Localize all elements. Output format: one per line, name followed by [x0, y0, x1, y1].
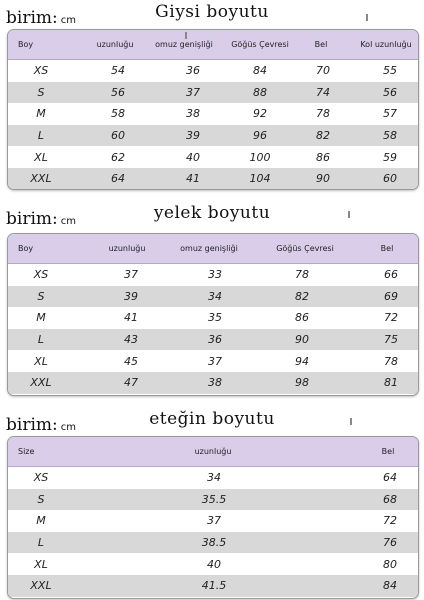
size-cell: XXL	[30, 172, 52, 186]
size-cell: XL	[34, 557, 48, 571]
unit-value: cm	[60, 15, 76, 26]
size-cell: L	[37, 129, 45, 143]
table-row	[8, 553, 418, 575]
value-cell: 90	[316, 172, 330, 186]
column-header: Bel	[314, 40, 328, 49]
table-body	[8, 467, 418, 597]
size-cell: XXL	[30, 579, 52, 593]
value-cell: 68	[383, 492, 397, 506]
tick-mark	[185, 32, 187, 39]
value-cell: 36	[208, 333, 222, 347]
table-row	[8, 125, 418, 147]
vest-size-title: yelek boyutu	[153, 203, 271, 223]
value-cell: 72	[383, 514, 397, 528]
table-row	[8, 60, 418, 82]
table-row	[8, 372, 418, 394]
value-cell: 47	[124, 376, 138, 390]
unit-value: cm	[60, 216, 76, 227]
size-cell: XL	[34, 150, 48, 164]
value-cell: 74	[316, 85, 330, 99]
garment-size-title: Giysi boyutu	[155, 2, 269, 22]
table-row	[8, 329, 418, 351]
table-row	[8, 103, 418, 125]
table-row	[8, 146, 418, 168]
table-row	[8, 350, 418, 372]
column-header: Size	[18, 447, 35, 456]
size-cell: XS	[33, 64, 49, 78]
table-header	[8, 30, 418, 60]
garment-size-table	[7, 29, 419, 190]
size-cell: L	[37, 333, 45, 347]
value-cell: 38	[208, 376, 222, 390]
table-header	[8, 234, 418, 264]
value-cell: 96	[253, 129, 267, 143]
table-row	[8, 168, 418, 190]
value-cell: 57	[383, 107, 397, 121]
value-cell: 81	[384, 376, 398, 390]
size-cell: XL	[34, 354, 48, 368]
value-cell: 60	[383, 172, 397, 186]
column-header: omuz genişliği	[180, 244, 238, 253]
value-cell: 64	[383, 471, 397, 485]
value-cell: 37	[208, 354, 222, 368]
value-cell: 82	[316, 129, 330, 143]
size-cell: S	[37, 492, 45, 506]
column-header: Boy	[18, 244, 34, 253]
column-header: Bel	[380, 244, 394, 253]
value-cell: 92	[253, 107, 267, 121]
value-cell: 38.5	[201, 536, 227, 550]
value-cell: 64	[111, 172, 125, 186]
value-cell: 38	[186, 107, 200, 121]
value-cell: 69	[384, 289, 398, 303]
value-cell: 58	[383, 129, 397, 143]
value-cell: 56	[383, 85, 397, 99]
unit-label: birim: cm	[6, 415, 76, 435]
value-cell: 54	[111, 64, 125, 78]
size-cell: L	[37, 536, 45, 550]
value-cell: 84	[383, 579, 397, 593]
value-cell: 82	[295, 289, 309, 303]
value-cell: 35.5	[201, 492, 227, 506]
value-cell: 104	[249, 172, 271, 186]
table-row	[8, 82, 418, 104]
value-cell: 37	[124, 268, 138, 282]
unit-label: birim: cm	[6, 8, 76, 28]
table-header	[8, 437, 418, 467]
unit-value: cm	[60, 422, 76, 433]
skirt-size-table	[7, 436, 419, 599]
size-cell: M	[36, 107, 46, 121]
column-header: Göğüs Çevresi	[231, 40, 289, 49]
size-cell: S	[37, 289, 45, 303]
unit-label: birim: cm	[6, 209, 76, 229]
table-row	[8, 467, 418, 489]
value-cell: 34	[208, 289, 222, 303]
size-cell: S	[37, 85, 45, 99]
column-header: Göğüs Çevresi	[276, 244, 334, 253]
column-header: omuz genişliği	[155, 40, 213, 49]
value-cell: 86	[316, 150, 330, 164]
column-header: uzunluğu	[96, 40, 134, 49]
value-cell: 41	[124, 311, 138, 325]
value-cell: 36	[186, 64, 200, 78]
vest-size-table	[7, 233, 419, 396]
table-row	[8, 510, 418, 532]
skirt-size-title: eteğin boyutu	[149, 409, 275, 429]
value-cell: 90	[295, 333, 309, 347]
value-cell: 100	[249, 150, 271, 164]
table-row	[8, 532, 418, 554]
table-body	[8, 264, 418, 394]
size-cell: XS	[33, 471, 49, 485]
column-header: uzunluğu	[194, 447, 232, 456]
value-cell: 37	[186, 85, 200, 99]
value-cell: 78	[384, 354, 398, 368]
value-cell: 41.5	[201, 579, 227, 593]
value-cell: 78	[295, 268, 309, 282]
value-cell: 62	[111, 150, 125, 164]
value-cell: 60	[111, 129, 125, 143]
table-row	[8, 307, 418, 329]
column-header: Bel	[381, 447, 395, 456]
size-cell: M	[36, 311, 46, 325]
value-cell: 56	[111, 85, 125, 99]
value-cell: 41	[186, 172, 200, 186]
value-cell: 78	[316, 107, 330, 121]
value-cell: 39	[124, 289, 138, 303]
value-cell: 66	[384, 268, 398, 282]
value-cell: 33	[208, 268, 222, 282]
value-cell: 55	[383, 64, 397, 78]
tick-mark	[348, 211, 350, 218]
value-cell: 70	[316, 64, 330, 78]
value-cell: 80	[383, 557, 397, 571]
value-cell: 43	[124, 333, 138, 347]
value-cell: 72	[384, 311, 398, 325]
column-header: Kol uzunluğu	[360, 40, 412, 49]
value-cell: 40	[207, 557, 221, 571]
tick-mark	[366, 14, 368, 21]
value-cell: 94	[295, 354, 309, 368]
table-body	[8, 60, 418, 190]
value-cell: 98	[295, 376, 309, 390]
value-cell: 75	[384, 333, 398, 347]
column-header: uzunluğu	[108, 244, 146, 253]
table-row	[8, 264, 418, 286]
value-cell: 45	[124, 354, 138, 368]
value-cell: 37	[207, 514, 221, 528]
size-cell: XXL	[30, 376, 52, 390]
table-row	[8, 489, 418, 511]
value-cell: 35	[208, 311, 222, 325]
value-cell: 58	[111, 107, 125, 121]
value-cell: 34	[207, 471, 221, 485]
size-cell: M	[36, 514, 46, 528]
column-header: Boy	[18, 40, 34, 49]
size-cell: XS	[33, 268, 49, 282]
tick-mark	[350, 418, 352, 425]
table-row	[8, 575, 418, 597]
value-cell: 39	[186, 129, 200, 143]
value-cell: 86	[295, 311, 309, 325]
value-cell: 76	[383, 536, 397, 550]
value-cell: 88	[253, 85, 267, 99]
table-row	[8, 286, 418, 308]
value-cell: 84	[253, 64, 267, 78]
value-cell: 59	[383, 150, 397, 164]
value-cell: 40	[186, 150, 200, 164]
